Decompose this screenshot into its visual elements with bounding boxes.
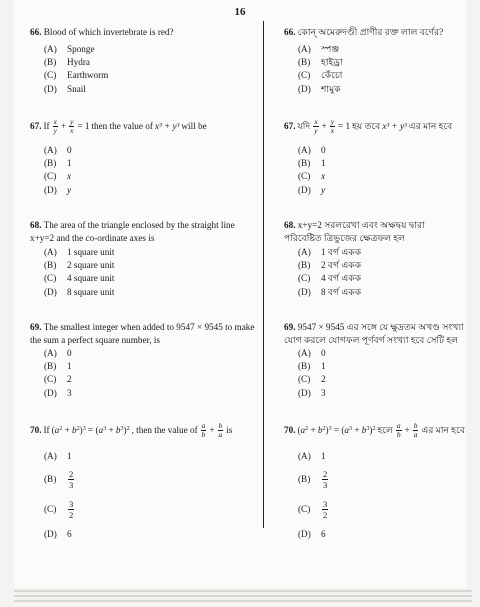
option-c[interactable]: (C) $\frac{3}{2}$ [298,498,328,520]
question-66-en [30,26,256,96]
question-68-en: 68. The area of the triangle enclosed by the straight line x+y=2 and the co-ordinate axes is (A) 1 square unit (B) 2 square unit (C) 4 square unit (D) 8 square unit [30,219,256,299]
option-a[interactable]: (A) 1 square unit [44,247,115,258]
question-stem: Blood of which invertebrate is red? [43,27,174,37]
option-c[interactable]: (C) x [298,171,326,182]
option-b[interactable]: (B) হাইড্রা [298,57,343,68]
page-edge-3 [14,600,472,602]
option-d[interactable]: (D) শামুক [298,83,341,94]
option-c[interactable]: (C) 2 [44,374,72,385]
option-b[interactable]: (B) 2 বর্গ একক [298,260,362,271]
question-67-bn: 67. যদি $\frac{x}{y}$ + $\frac{y}{x}$ = 1 হয় তবে x³ + y³ এর মান হবে (A) 0 (B) 1 (C) x (D) y [284,118,464,197]
fraction-x-over-y: $\frac{x}{y}$ [53,117,57,135]
question-stem: x+y=2 সরলরেখা এবং অক্ষদ্বয় দ্বারা পরিবেষ্টিত ত্রিভুজের ক্ষেত্রফল হল [284,220,425,243]
option-b[interactable]: (B) Hydra [44,57,90,68]
option-b[interactable]: (B) $\frac{2}{3}$ [44,468,74,490]
question-number: 66. [30,27,42,37]
equation: $(a^2 + b^2)^3 = (a^3 + b^3)^2$ [297,425,376,435]
option-c[interactable]: (C) কেঁচো [298,70,343,81]
option-c[interactable]: (C) Earthworm [44,70,109,81]
question-stem: কোন্ অমেরুদণ্ডী প্রাণীর রক্ত লাল বর্ণের? [297,27,444,37]
option-c[interactable]: (C) 2 [298,374,326,385]
option-a[interactable]: (A) 0 [298,145,326,156]
option-c[interactable]: (C) 4 square unit [44,273,115,284]
question-stem: 9547 × 9545 এর সঙ্গে যে ক্ষুদ্রতম অখণ্ড সংখ্যা যোগ করলে যোগফল পূর্ণবর্গ সংখ্যা হবে সেটি হল [284,322,464,345]
option-d[interactable]: (D) 6 [298,528,326,539]
option-d[interactable]: (D) 8 square unit [44,286,115,297]
option-c[interactable]: (C) x [44,171,72,182]
option-a[interactable]: (A) 0 [44,348,72,359]
question-66-bn: 66. কোন্ অমেরুদণ্ডী প্রাণীর রক্ত লাল বর্ণের? (A) স্পঞ্জ (B) হাইড্রা (C) কেঁচো (D) শামুক [284,26,464,96]
option-a[interactable]: (A) 1 [298,450,326,461]
option-d[interactable]: (D) y [44,184,72,195]
option-c[interactable]: (C) 4 বর্গ একক [298,273,362,284]
question-70-bn: 70. $(a^2 + b^2)^3 = (a^3 + b^3)^2$ হলে $\frac{a}{b}$ + $\frac{b}{a}$ এর মান হবে (A) 1 (B) $\frac{2}{3}$ (C) $\frac{3}{2}$ (D) 6 [284,422,464,544]
option-a[interactable]: (A) স্পঞ্জ [298,44,340,55]
question-stem: The smallest integer when added to 9547 × 9545 to make the sum a perfect square number, is [30,322,255,345]
question-67-en: 67. If $\frac{x}{y}$ + $\frac{y}{x}$ = 1 then the value of x³ + y³ will be (A) 0 (B) 1 (C) x (D) y [30,118,256,197]
option-b[interactable]: (B) 1 [44,361,72,372]
fraction-y-over-x: $\frac{y}{x}$ [70,117,74,135]
option-a[interactable]: (A) Sponge [44,44,95,55]
question-68-bn: 68. x+y=2 সরলরেখা এবং অক্ষদ্বয় দ্বারা পরিবেষ্টিত ত্রিভুজের ক্ষেত্রফল হল (A) 1 বর্গ একক (B) 2 বর্গ একক (C) 4 বর্গ একক (D) 8 বর্গ একক [284,219,464,299]
option-b[interactable]: (B) 1 [298,158,326,169]
question-stem: The area of the triangle enclosed by the straight line x+y=2 and the co-ordinate axes is [30,220,235,243]
question-69-bn: 69. 9547 × 9545 এর সঙ্গে যে ক্ষুদ্রতম অখণ্ড সংখ্যা যোগ করলে যোগফল পূর্ণবর্গ সংখ্যা হবে সেটি হল (A) 0 (B) 1 (C) 2 (D) 3 [284,321,464,400]
option-a[interactable]: (A) 1 বর্গ একক [298,247,362,258]
option-a[interactable]: (A) 0 [44,145,72,156]
option-d[interactable]: (D) Snail [44,83,86,94]
column-divider [263,21,264,528]
option-c[interactable]: (C) $\frac{3}{2}$ [44,498,74,520]
option-d[interactable]: (D) 6 [44,528,72,539]
page-number: 16 [234,6,246,18]
option-a[interactable]: (A) 1 [44,450,72,461]
equation: $(a^2 + b^2)^3 = (a^3 + b^3)^2$ [51,425,130,435]
question-69-en: 69. The smallest integer when added to 9547 × 9545 to make the sum a perfect square number, is (A) 0 (B) 1 (C) 2 (D) 3 [30,321,256,400]
question-70-en: 70. If $(a^2 + b^2)^3 = (a^3 + b^3)^2$ , then the value of $\frac{a}{b}$ + $\frac{b}{a}$ is (A) 1 (B) $\frac{2}{3}$ (C) $\frac{3}{2}$ (D) 6 [30,422,256,544]
page-edge-1 [14,590,472,592]
option-b[interactable]: (B) $\frac{2}{3}$ [298,468,328,490]
option-a[interactable]: (A) 0 [298,348,326,359]
option-d[interactable]: (D) 3 [298,387,326,398]
option-b[interactable]: (B) 2 square unit [44,260,115,271]
option-d[interactable]: (D) 3 [44,387,72,398]
option-d[interactable]: (D) y [298,184,326,195]
option-b[interactable]: (B) 1 [44,158,72,169]
option-b[interactable]: (B) 1 [298,361,326,372]
page-edge-2 [14,595,472,597]
option-d[interactable]: (D) 8 বর্গ একক [298,286,362,297]
